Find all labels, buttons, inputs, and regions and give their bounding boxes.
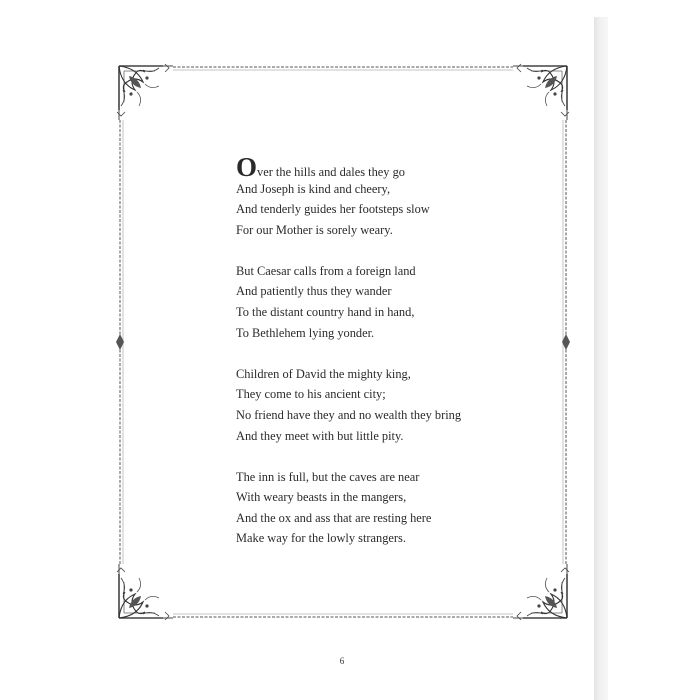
poem-line: And patiently thus they wander — [236, 284, 392, 299]
poem-line: And the ox and ass that are resting here — [236, 510, 432, 525]
stanza-3 — [236, 364, 526, 446]
poem-line: To Bethlehem lying yonder. — [236, 325, 375, 340]
first-line-rest: ver the hills and dales they go — [257, 165, 405, 179]
stanza-1 — [236, 152, 526, 240]
poem-line: Children of David the mighty king, — [236, 366, 411, 381]
poem-line: Make way for the lowly strangers. — [236, 531, 406, 546]
poem-line: But Caesar calls from a foreign land — [236, 263, 416, 278]
poem-line: With weary beasts in the mangers, — [236, 490, 407, 505]
poem-line — [236, 152, 526, 182]
stanza-2 — [236, 261, 526, 343]
poem-line: And they meet with but little pity. — [236, 428, 404, 443]
poem-text — [236, 152, 526, 570]
poem-line: No friend have they and no wealth they bring — [236, 407, 462, 422]
page-edge-shadow — [594, 17, 608, 700]
poem-line: And Joseph is kind and cheery, — [236, 181, 391, 196]
stanza-4 — [236, 467, 526, 549]
poem-line: For our Mother is sorely weary. — [236, 222, 393, 237]
poem-line: To the distant country hand in hand, — [236, 305, 415, 320]
drop-cap: O — [236, 152, 258, 182]
poem-line: They come to his ancient city; — [236, 387, 386, 402]
poem-line: The inn is full, but the caves are near — [236, 469, 420, 484]
page-number: 6 — [339, 656, 345, 666]
poem-line: And tenderly guides her footsteps slow — [236, 202, 430, 217]
